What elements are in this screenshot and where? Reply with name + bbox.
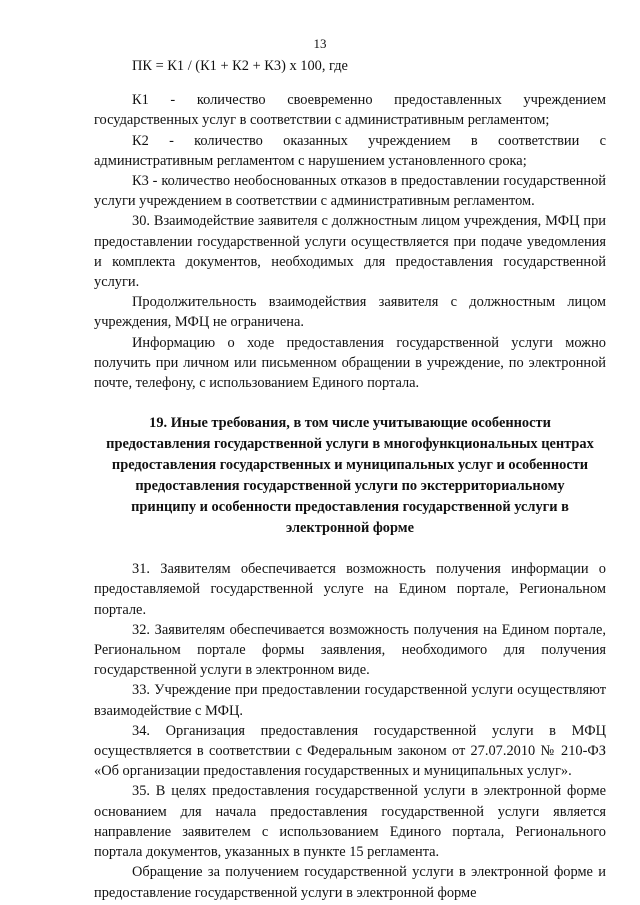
definition-k2: К2 - количество оказанных учреждением в соответствии с административным регламентом с нарушением установленного срока; bbox=[94, 132, 606, 169]
paragraph-35: 35. В целях предоставления государственной услуги в электронной форме основанием для начала предоставления государственной услуги является направление заявителем с использованием Единого портала, Регионального портала документов, указанных в пункте 15 регламента. bbox=[94, 783, 606, 861]
definition-k3: К3 - количество необоснованных отказов в предоставлении государственной услуги учреждением в соответствии с административным регламентом. bbox=[94, 173, 606, 210]
page-content bbox=[94, 56, 606, 903]
paragraph-31: 31. Заявителям обеспечивается возможность получения информации о предоставляемой государственной услуге на Едином портале, Региональном портале. bbox=[94, 561, 606, 618]
paragraph-32: 32. Заявителям обеспечивается возможность получения на Едином портале, Региональном портале формы заявления, необходимого для получения государственной услуги в электронном виде. bbox=[94, 621, 606, 679]
paragraph-electronic-request: Обращение за получением государственной услуги в электронной форме и предоставление государственной услуги в электронной форме bbox=[94, 864, 606, 901]
paragraph-30: 30. Взаимодействие заявителя с должностным лицом учреждения, МФЦ при предоставлении государственной услуги осуществляется при подаче уведомления и комплекта документов, необходимых для предоставления государственной услуги. bbox=[94, 213, 606, 291]
paragraph-34: 34. Организация предоставления государственной услуги в МФЦ осуществляется в соответствии с Федеральным законом от 27.07.2010 № 210-ФЗ «Об организации предоставления государственных и муниципальных услуг». bbox=[94, 722, 606, 780]
definition-k1: К1 - количество своевременно предоставленных учреждением государственных услуг в соответствии с административным регламентом; bbox=[94, 92, 606, 129]
formula-line: ПК = К1 / (К1 + К2 + К3) х 100, где bbox=[132, 58, 348, 74]
section-heading: 19. Иные требования, в том числе учитывающие особенности предоставления государственной услуги в многофункциональных центрах предоставления государственных и муниципальных услуг и особенности предоставления государственной услуги по экстерриториальному принципу и особенности предоставления государственной услуги в электронной форме bbox=[106, 415, 594, 537]
paragraph-progress-info: Информацию о ходе предоставления государственной услуги можно получить при личном или письменном обращении в учреждение, по электронной почте, телефону, с использованием Единого портала. bbox=[94, 334, 606, 392]
paragraph-duration: Продолжительность взаимодействия заявителя с должностным лицом учреждения, МФЦ не ограничена. bbox=[94, 294, 606, 331]
paragraph-33: 33. Учреждение при предоставлении государственной услуги осуществляют взаимодействие с МФЦ. bbox=[94, 682, 606, 719]
page-number: 13 bbox=[313, 36, 327, 51]
